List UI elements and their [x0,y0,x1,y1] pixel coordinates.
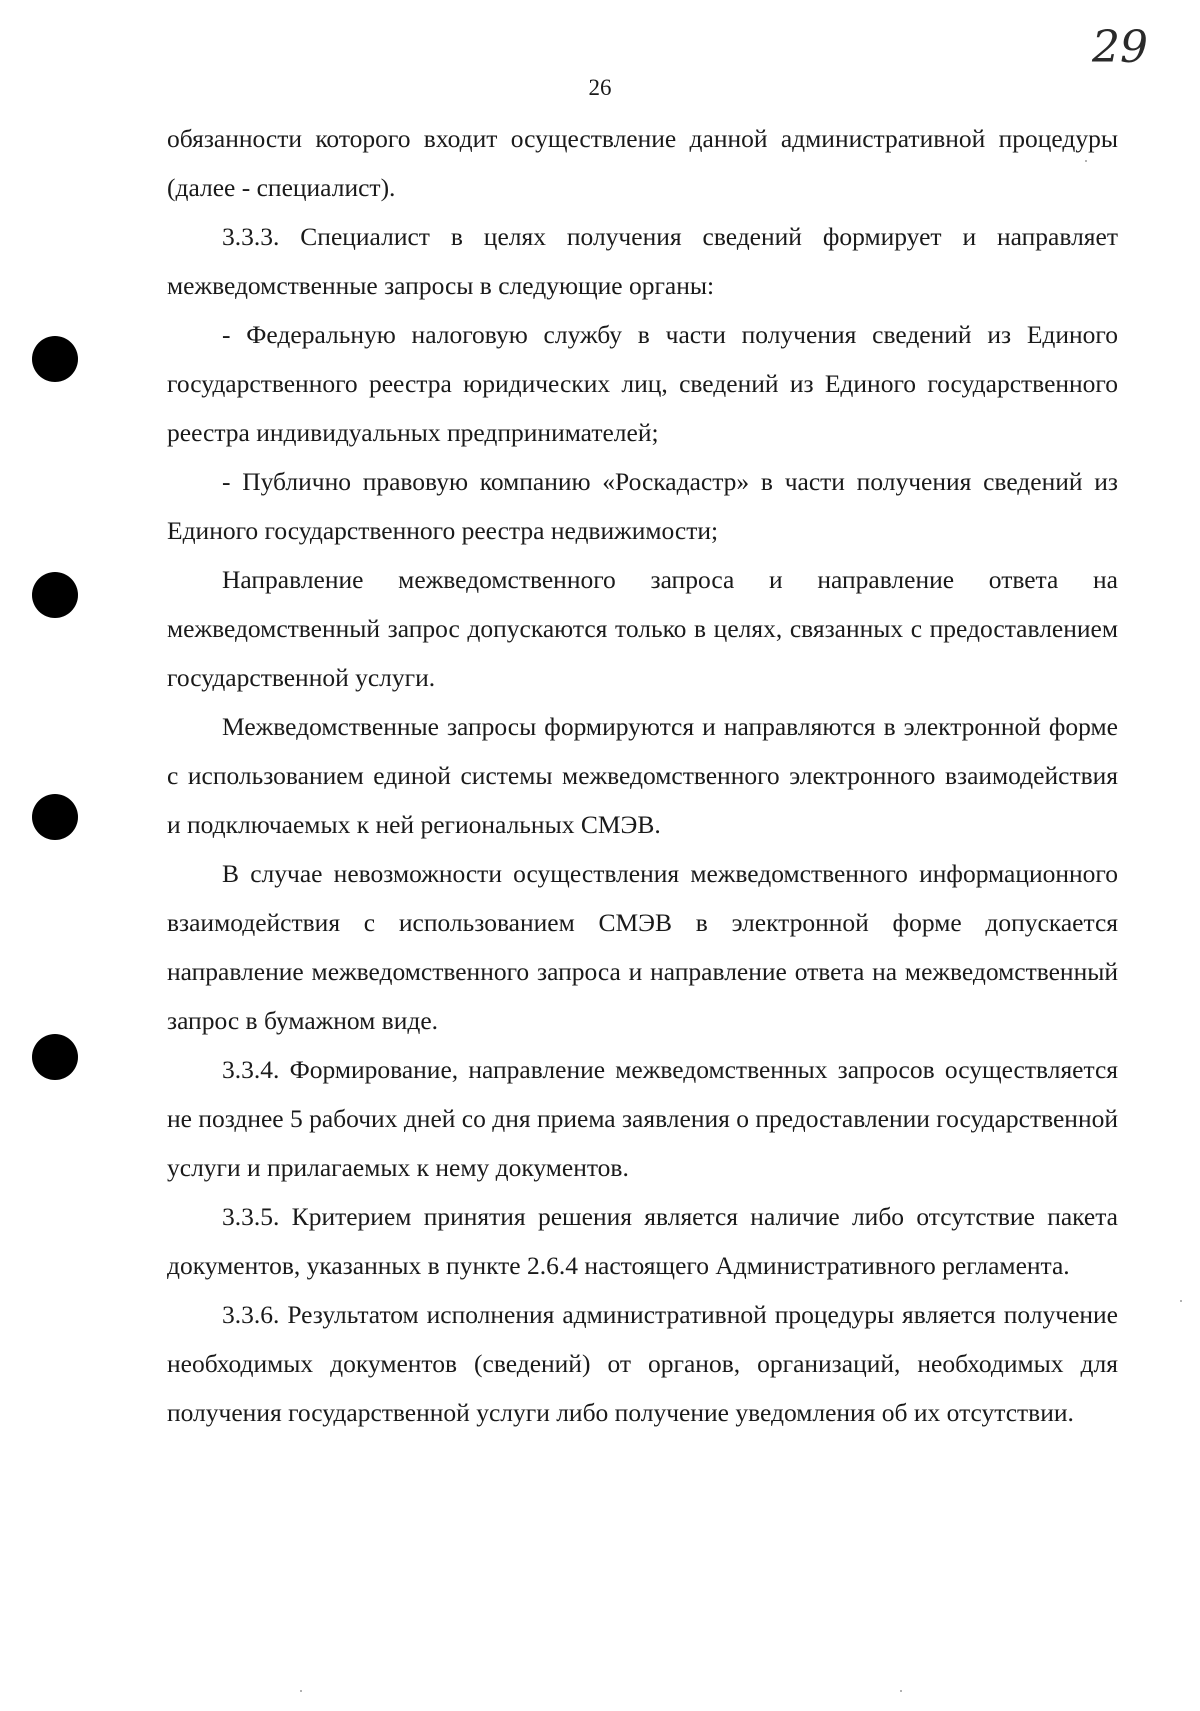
paragraph-roskadastr: - Публично правовую компанию «Роскадастр» в части получения сведений из Единого государственного реестра недвижимости; [167,467,1118,545]
punch-hole [32,1034,78,1080]
scan-speck [1085,160,1087,162]
paragraph-paper-form: В случае невозможности осуществления межведомственного информационного взаимодействия с использованием СМЭВ в электронной форме допускается направление межведомственного запроса и направление ответа на межведомственный запрос в бумажном виде. [167,859,1118,1035]
paragraph-3-3-5: 3.3.5. Критерием принятия решения является наличие либо отсутствие пакета документов, указанных в пункте 2.6.4 настоящего Административного регламента. [167,1202,1118,1280]
paragraph-tax-service: - Федеральную налоговую службу в части получения сведений из Единого государственного реестра юридических лиц, сведений из Единого государственного реестра индивидуальных предпринимателей; [167,320,1118,447]
handwritten-page-number: 29 [1092,22,1148,73]
scan-speck [1180,1300,1182,1302]
paragraph-electronic-form: Межведомственные запросы формируются и направляются в электронной форме с использованием единой системы межведомственного электронного взаимодействия и подключаемых к ней региональных СМЭВ. [167,712,1118,839]
punch-hole [32,572,78,618]
paragraph-continuation: обязанности которого входит осуществление данной административной процедуры (далее - специалист). [167,124,1118,202]
paragraph-3-3-4: 3.3.4. Формирование, направление межведомственных запросов осуществляется не позднее 5 рабочих дней со дня приема заявления о предоставлении государственной услуги и прилагаемых к нему документов. [167,1055,1118,1182]
paragraph-3-3-6: 3.3.6. Результатом исполнения административной процедуры является получение необходимых документов (сведений) от органов, организаций, необходимых для получения государственной услуги либо получение уведомления об их отсутствии. [167,1300,1118,1427]
scan-speck [900,1690,902,1692]
scan-speck [300,1690,302,1692]
paragraph-3-3-3: 3.3.3. Специалист в целях получения сведений формирует и направляет межведомственные запросы в следующие органы: [167,222,1118,300]
punch-hole [32,336,78,382]
page-number: 26 [588,75,612,100]
paragraph-request-purpose: Направление межведомственного запроса и направление ответа на межведомственный запрос допускаются только в целях, связанных с предоставлением государственной услуги. [167,565,1118,692]
document-body [167,114,1118,1437]
punch-hole [32,794,78,840]
